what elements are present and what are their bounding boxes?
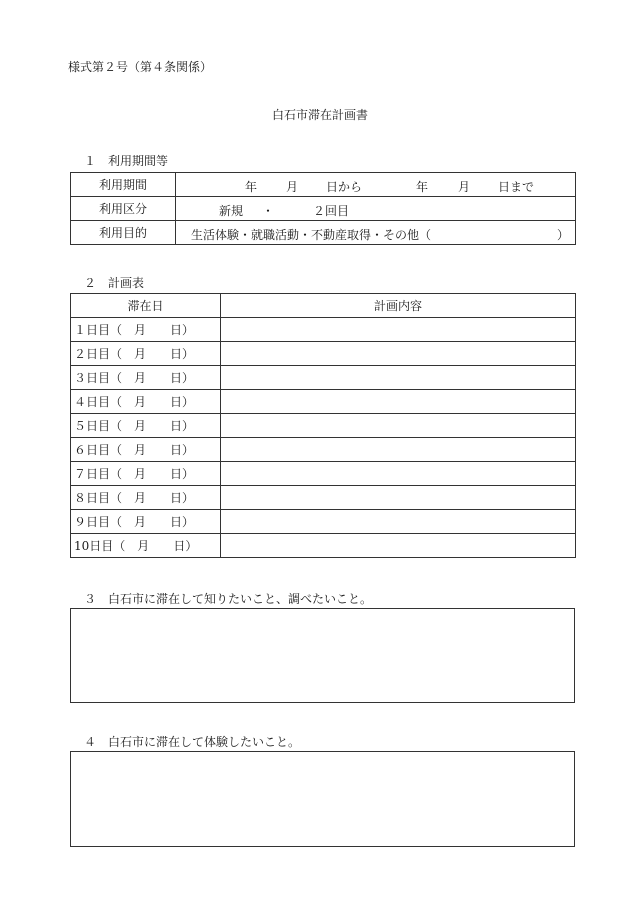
plan-content-cell[interactable] — [221, 366, 576, 390]
section2-heading: ２ 計画表 — [84, 276, 145, 290]
table-row — [71, 438, 576, 462]
category-row — [71, 197, 576, 221]
table-row — [71, 318, 576, 342]
period-row — [71, 173, 576, 197]
table-row — [71, 534, 576, 558]
stay-date-cell[interactable]: ７日目（ 月 日） — [71, 462, 221, 486]
category-label: 利用区分 — [71, 197, 176, 221]
purpose-field[interactable]: 生活体験・就職活動・不動産取得・その他（ ） — [176, 221, 576, 245]
col-stay-header: 滞在日 — [71, 294, 221, 318]
plan-content-cell[interactable] — [221, 486, 576, 510]
plan-table — [70, 293, 576, 558]
usage-info-table — [70, 172, 576, 245]
table-row — [71, 510, 576, 534]
plan-content-cell[interactable] — [221, 342, 576, 366]
plan-content-cell[interactable] — [221, 438, 576, 462]
stay-date-cell[interactable]: ２日目（ 月 日） — [71, 342, 221, 366]
section4-heading: ４ 白石市に滞在して体験したいこと。 — [84, 735, 301, 749]
page-title: 白石市滞在計画書 — [272, 108, 369, 122]
period-label: 利用期間 — [71, 173, 176, 197]
table-row — [71, 414, 576, 438]
stay-date-cell[interactable]: ８日目（ 月 日） — [71, 486, 221, 510]
category-field[interactable]: 新規 ・ ２回目 — [176, 197, 576, 221]
plan-content-cell[interactable] — [221, 510, 576, 534]
form-number: 様式第２号（第４条関係） — [68, 60, 213, 74]
category-new[interactable]: 新規 — [219, 204, 244, 218]
plan-content-cell[interactable] — [221, 390, 576, 414]
table-row — [71, 366, 576, 390]
period-field[interactable]: 年 月 日から 年 月 日まで — [176, 173, 576, 197]
stay-date-cell[interactable]: ４日目（ 月 日） — [71, 390, 221, 414]
stay-date-cell[interactable]: ３日目（ 月 日） — [71, 366, 221, 390]
plan-header-row — [71, 294, 576, 318]
table-row — [71, 342, 576, 366]
col-plan-header: 計画内容 — [221, 294, 576, 318]
plan-content-cell[interactable] — [221, 534, 576, 558]
table-row — [71, 486, 576, 510]
stay-date-cell[interactable]: ５日目（ 月 日） — [71, 414, 221, 438]
table-row — [71, 390, 576, 414]
plan-content-cell[interactable] — [221, 462, 576, 486]
stay-date-cell[interactable]: 10日目（ 月 日） — [71, 534, 221, 558]
table-row — [71, 462, 576, 486]
purpose-row — [71, 221, 576, 245]
purpose-label: 利用目的 — [71, 221, 176, 245]
learn-input-box[interactable] — [70, 608, 575, 703]
category-second[interactable]: ２回目 — [313, 204, 350, 218]
experience-input-box[interactable] — [70, 751, 575, 847]
stay-date-cell[interactable]: １日目（ 月 日） — [71, 318, 221, 342]
stay-date-cell[interactable]: ６日目（ 月 日） — [71, 438, 221, 462]
plan-content-cell[interactable] — [221, 318, 576, 342]
plan-content-cell[interactable] — [221, 414, 576, 438]
section3-heading: ３ 白石市に滞在して知りたいこと、調べたいこと。 — [84, 592, 373, 606]
stay-date-cell[interactable]: ９日目（ 月 日） — [71, 510, 221, 534]
section1-heading: １ 利用期間等 — [84, 154, 169, 168]
